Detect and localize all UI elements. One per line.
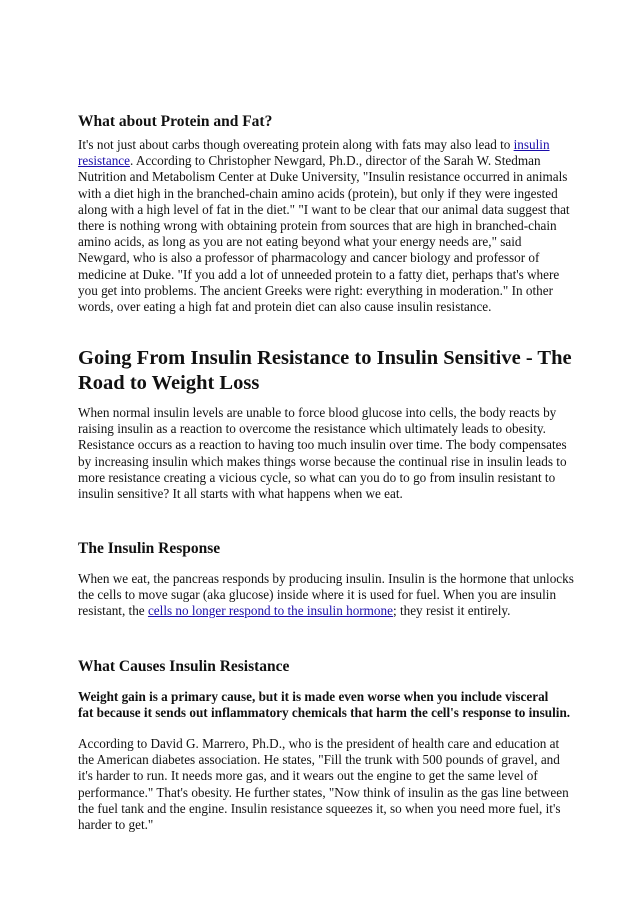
text-line: the cells to move sugar (aka glucose) inside where it is used for fuel. When you are insulin [78,587,557,603]
text-line: words, over eating a high fat and protein diet can also cause insulin resistance. [78,299,492,315]
text-line: When we eat, the pancreas responds by producing insulin. Insulin is the hormone that unlocks [78,571,574,586]
paragraph-going-from [78,405,567,502]
heading-going-from-line2: Road to Weight Loss [78,372,260,394]
text-line [78,603,574,619]
text-line: the fuel tank and the engine. Insulin resistance squeezes it, so when you need more fuel, it's [78,800,561,816]
heading-protein-fat: What about Protein and Fat? [78,113,273,130]
text-line: Nutrition and Metabolism Center at Duke University, "Insulin resistance occurred in animals [78,169,568,185]
paragraph-causes [78,736,569,833]
cells-no-longer-respond-link[interactable]: cells no longer respond to the insulin hormone [147,603,393,619]
text-line: harder to get." [78,817,154,833]
insulin-resistance-link-cont[interactable]: resistance [78,153,130,169]
text-line: amino acids, as long as you are not eating beyond what your energy needs are," said [78,234,522,250]
text-span: It's not just about carbs though overeating protein along with fats may also lead to [78,137,514,152]
text-line: it's harder to run. It needs more gas, and it wears out the engine to get the same level of [78,768,538,784]
text-line: insulin sensitive? It all starts with what happens when we eat. [78,486,403,502]
text-line: there is nothing wrong with obtaining protein from sources that are high in branched-chain [78,218,557,234]
heading-going-from-line1: Going From Insulin Resistance to Insulin Sensitive - The [78,347,572,369]
heading-causes: What Causes Insulin Resistance [78,658,290,675]
text-line [78,153,570,169]
text-span: . According to Christopher Newgard, Ph.D., director of the Sarah W. Stedman [130,153,541,169]
paragraph-insulin-response [78,571,574,620]
text-line: Weight gain is a primary cause, but it is made even worse when you include visceral [78,689,549,704]
text-line: with a diet high in the branched-chain amino acids (protein), but only if they were ingested [78,185,558,201]
text-line: by increasing insulin which makes things worse because the continual rise in insulin leads to [78,453,567,469]
text-line: fat because it sends out inflammatory chemicals that harm the cell's response to insulin. [78,705,571,721]
paragraph-causes-bold [78,689,570,721]
section-protein-fat [78,113,272,131]
insulin-resistance-link[interactable]: insulin [513,137,550,152]
paragraph-protein-fat [78,137,570,315]
section-causes [78,658,289,676]
text-line: When normal insulin levels are unable to force blood glucose into cells, the body reacts by [78,405,557,420]
text-line: According to David G. Marrero, Ph.D., who is the president of health care and education at [78,736,560,751]
section-insulin-response [78,540,220,558]
text-span: ; they resist it entirely. [392,603,511,619]
text-line: along with a high level of fat in the diet." "I want to be clear that our animal data suggest that [78,201,570,217]
text-line: more resistance creating a vicious cycle, so what can you do to go from insulin resistant to [78,469,556,485]
heading-insulin-response: The Insulin Response [78,540,221,557]
text-line [78,137,570,153]
text-line: performance." That's obesity. He further states, "Now think of insulin as the gas line between [78,784,569,800]
text-line: the American diabetes association. He states, "Fill the trunk with 500 pounds of gravel, and [78,752,560,768]
section-going-from [78,346,572,396]
text-line: you get into problems. The ancient Greeks were right: everything in moderation." In other [78,282,553,298]
text-span: resistant, the [78,603,148,619]
text-line: medicine at Duke. "If you add a lot of unneeded protein to a fatty diet, perhaps that's where [78,266,560,282]
text-line: Newgard, who is also a professor of pharmacology and cancer biology and professor of [78,250,540,266]
text-line: raising insulin as a reaction to overcome the resistance which ultimately leads to obesity. [78,421,546,437]
text-line: Resistance occurs as a reaction to having too much insulin over time. The body compensates [78,437,567,453]
